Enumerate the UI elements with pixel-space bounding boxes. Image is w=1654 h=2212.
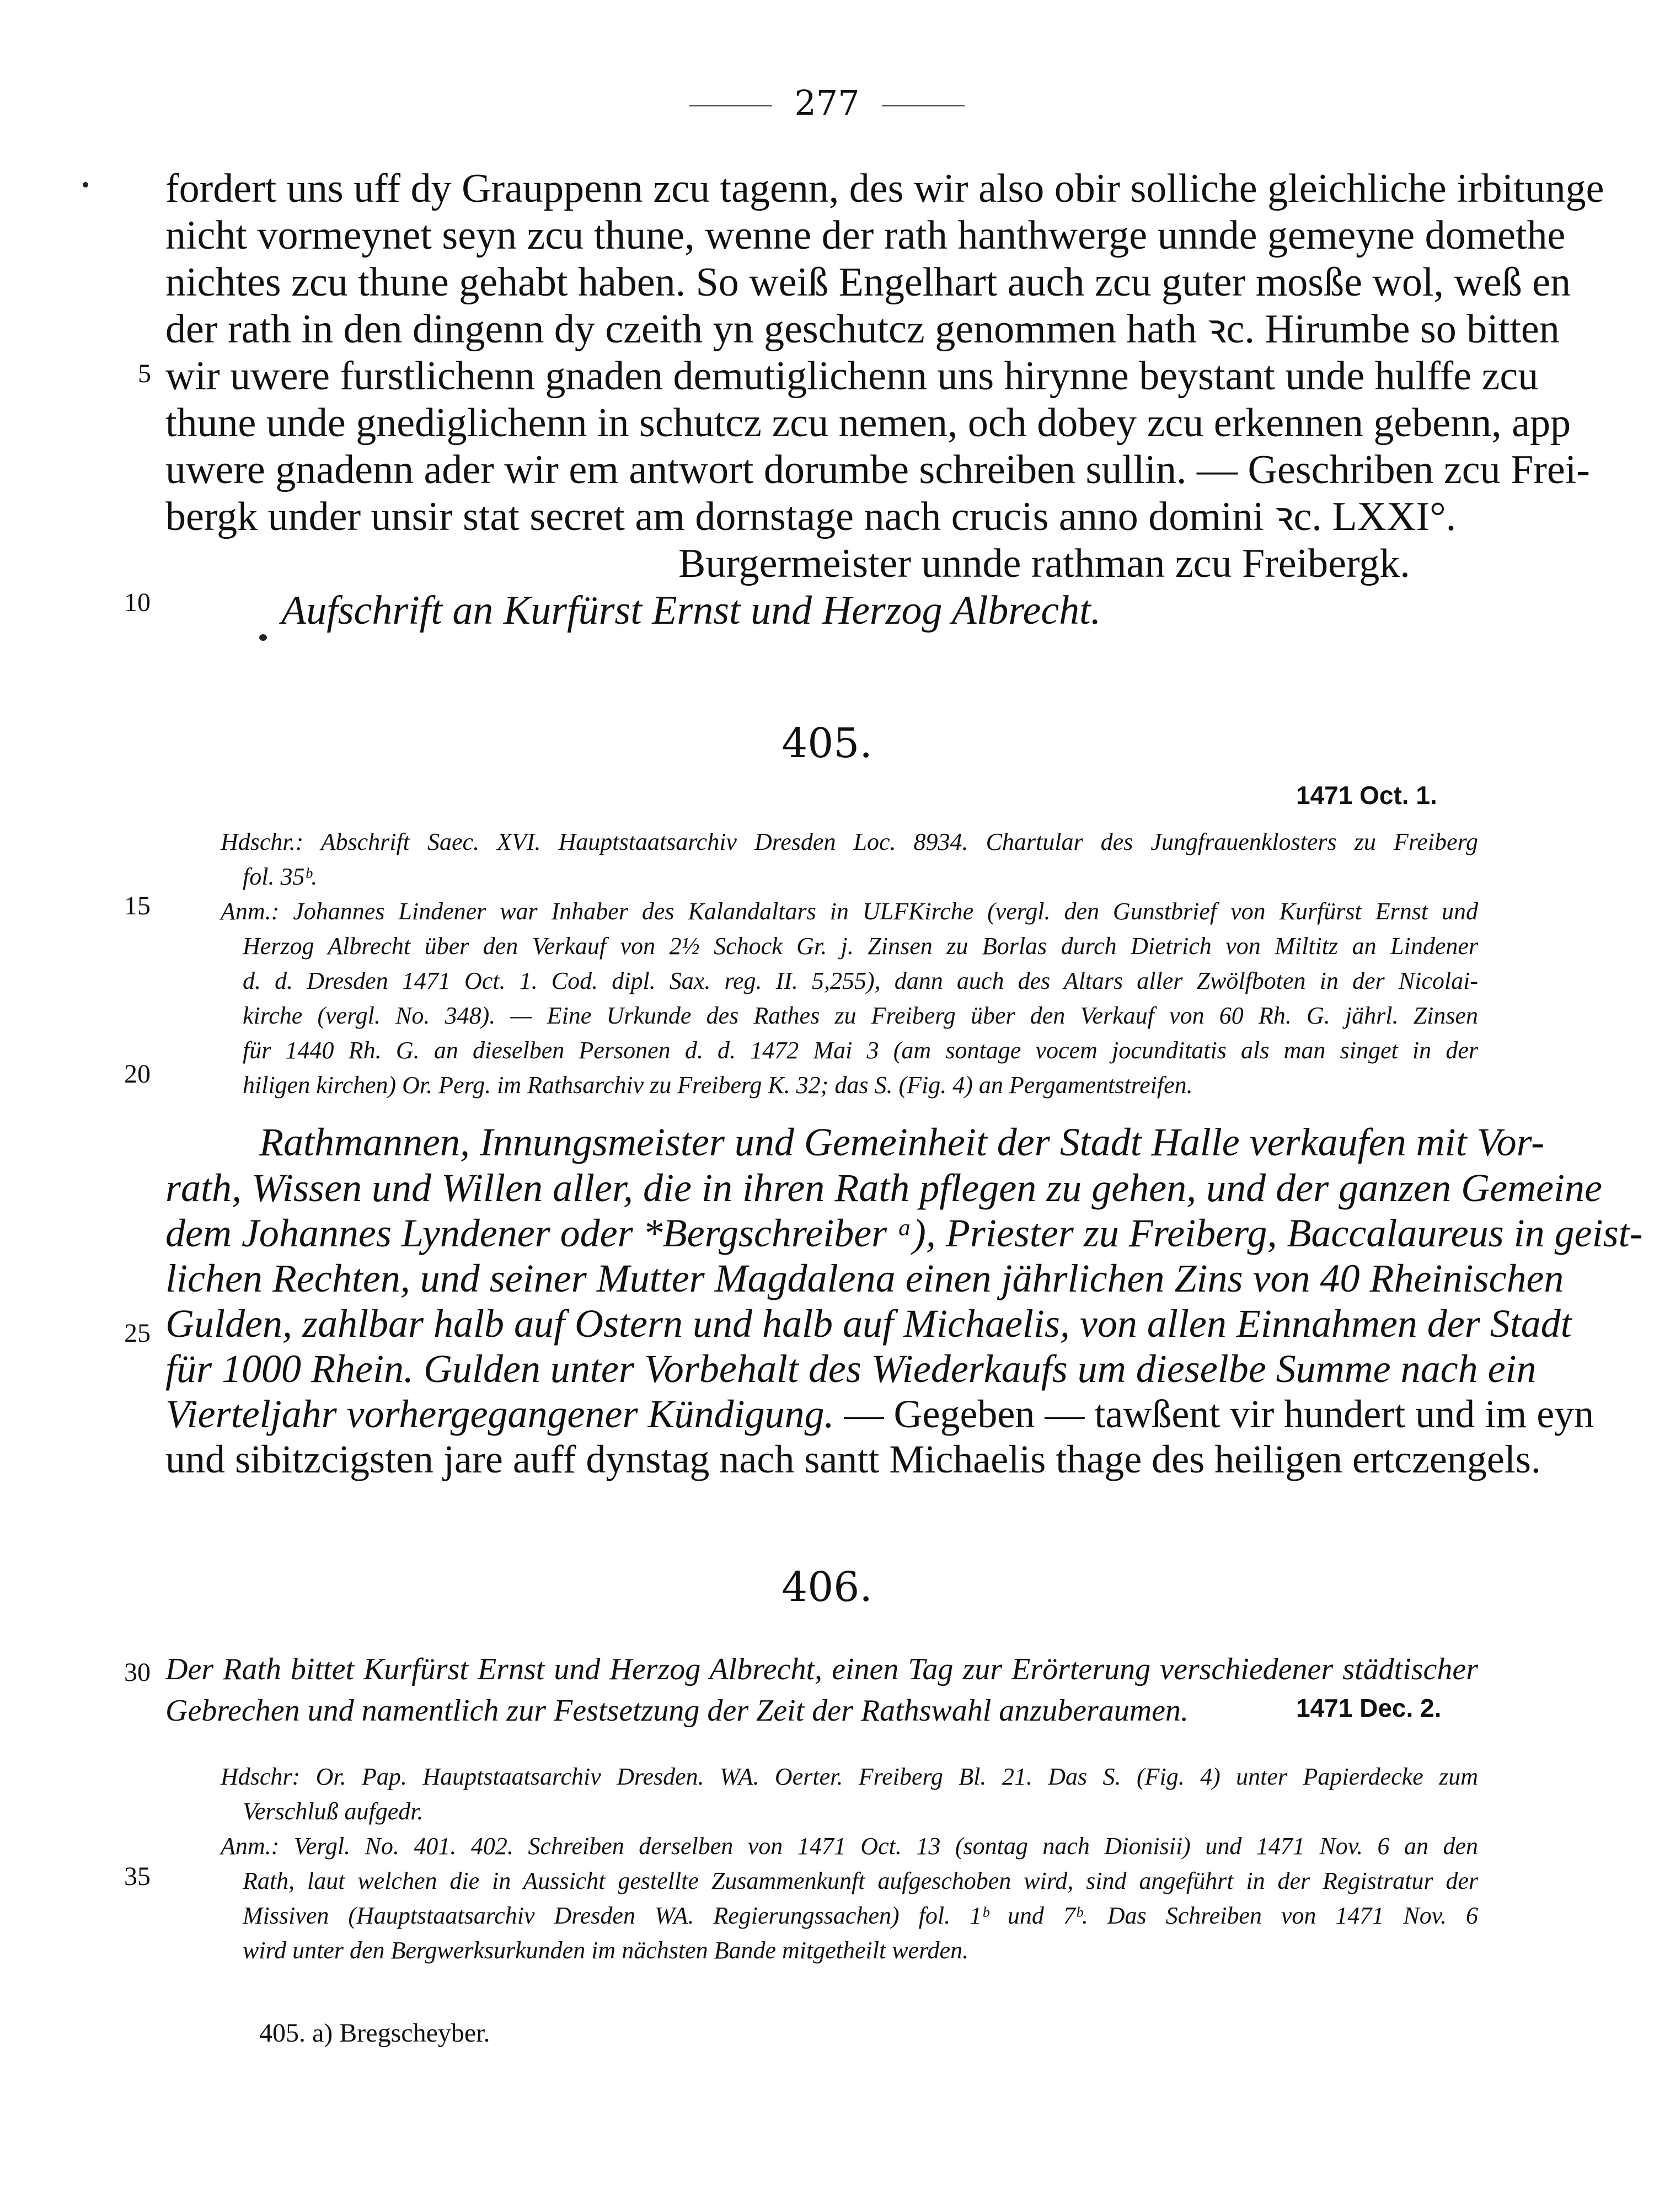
regest-line: dem Johannes Lyndener oder *Bergschreiber ᵃ), Priester zu Freiberg, Baccalaureus in geist- bbox=[165, 1211, 1643, 1255]
document-number: 406. bbox=[781, 1563, 873, 1611]
line-number: 10 bbox=[124, 588, 151, 617]
summary-line: Der Rath bittet Kurfürst Ernst und Herzog Albrecht, einen Tag zur Erörterung verschiedener städtischer bbox=[165, 1652, 1478, 1686]
source-note: Hdschr.: Abschrift Saec. XVI. Hauptstaatsarchiv Dresden Loc. 8934. Chartular des Jungfrauenklosters zu Freiberg bbox=[221, 828, 1478, 855]
regest-line: Gulden, zahlbar halb auf Ostern und halb auf Michaelis, von allen Einnahmen der Stadt bbox=[165, 1302, 1572, 1346]
text-line: wir uwere furstlichenn gnaden demutiglichenn uns hirynne beystant unde hulffe zcu bbox=[165, 354, 1539, 399]
print-speck bbox=[259, 634, 267, 641]
regest-dating-line: Vierteljahr vorhergegangener Kündigung. — Gegeben — tawßent vir hundert und im eyn bbox=[165, 1392, 1594, 1436]
annotation-note: Rath, laut welchen die in Aussicht gestellte Zusammenkunft aufgeschoben wird, sind angeführt in der Registratur der bbox=[243, 1867, 1478, 1894]
annotation-note: Herzog Albrecht über den Verkauf von 2½ Schock Gr. j. Zinsen zu Borlas durch Dietrich von Miltitz an Lindener bbox=[243, 933, 1478, 960]
line-number: 35 bbox=[124, 1862, 151, 1891]
regest-line: Rathmannen, Innungsmeister und Gemeinheit der Stadt Halle verkaufen mit Vor- bbox=[259, 1120, 1545, 1164]
annotation-note: Anm.: Vergl. No. 401. 402. Schreiben derselben von 1471 Oct. 13 (sontag nach Dionisii) und 1471 Nov. 6 an den bbox=[221, 1833, 1478, 1860]
text-line: uwere gnadenn ader wir em antwort dorumbe schreiben sullin. — Geschriben zcu Frei- bbox=[165, 447, 1590, 492]
regest-line: rath, Wissen und Willen aller, die in ihren Rath pflegen zu gehen, und der ganzen Gemeine bbox=[165, 1166, 1602, 1210]
header-rule-right bbox=[882, 105, 965, 106]
document-date: 1471 Dec. 2. bbox=[1296, 1694, 1442, 1722]
print-speck bbox=[83, 182, 88, 188]
footnote: 405. a) Bregscheyber. bbox=[259, 2018, 490, 2048]
source-note: fol. 35ᵇ. bbox=[243, 863, 318, 890]
text-line: fordert uns uff dy Grauppenn zcu tagenn, des wir also obir solliche gleichliche irbitunge bbox=[165, 166, 1604, 211]
source-note: Hdschr: Or. Pap. Hauptstaatsarchiv Dresden. WA. Oerter. Freiberg Bl. 21. Das S. (Fig. 4) unter Papierdecke zum bbox=[221, 1763, 1478, 1790]
line-number: 25 bbox=[124, 1319, 151, 1348]
annotation-note: kirche (vergl. No. 348). — Eine Urkunde des Rathes zu Freiberg über den Verkauf von 60 Rh. G. jährl. Zinsen bbox=[243, 1002, 1478, 1029]
document-date: 1471 Oct. 1. bbox=[1296, 781, 1437, 810]
header-rule-left bbox=[689, 105, 772, 106]
signature: Burgermeister unnde rathman zcu Freibergk. bbox=[678, 541, 1410, 586]
regest-line: lichen Rechten, und seiner Mutter Magdalena einen jährlichen Zins von 40 Rheinischen bbox=[165, 1256, 1564, 1300]
annotation-note: für 1440 Rh. G. an dieselben Personen d. d. 1472 Mai 3 (am sontage vocem jocunditatis als man singet in der bbox=[243, 1037, 1478, 1064]
annotation-note: hiligen kirchen) Or. Perg. im Rathsarchiv zu Freiberg K. 32; das S. (Fig. 4) an Pergamentstreifen. bbox=[243, 1072, 1193, 1099]
line-number: 15 bbox=[124, 891, 151, 920]
summary-line: Gebrechen und namentlich zur Festsetzung der Zeit der Rathswahl anzuberaumen. bbox=[165, 1694, 1189, 1728]
dating-line: und sibitzcigsten jare auff dynstag nach santt Michaelis thage des heiligen ertczengels. bbox=[165, 1437, 1541, 1481]
page-number: 277 bbox=[0, 83, 1654, 123]
line-number: 20 bbox=[124, 1059, 151, 1089]
text-line: bergk under unsir stat secret am dornstage nach crucis anno domini ꝛc. LXXI°. bbox=[165, 494, 1457, 539]
text-line: thune unde gnediglichenn in schutcz zcu nemen, och dobey zcu erkennen gebenn, app bbox=[165, 400, 1571, 446]
line-number: 30 bbox=[124, 1658, 151, 1687]
address-note: Aufschrift an Kurfürst Ernst und Herzog Albrecht. bbox=[281, 588, 1101, 633]
document-number: 405. bbox=[781, 720, 873, 767]
annotation-note: Anm.: Johannes Lindener war Inhaber des Kalandaltars in ULFKirche (vergl. den Gunstbrief von Kurfürst Ernst und bbox=[221, 898, 1478, 925]
text-line: nicht vormeynet seyn zcu thune, wenne der rath hanthwerge unnde gemeyne domethe bbox=[165, 213, 1566, 258]
annotation-note: Missiven (Hauptstaatsarchiv Dresden WA. Regierungssachen) fol. 1ᵇ und 7ᵇ. Das Schreiben von 1471 Nov. 6 bbox=[243, 1902, 1478, 1929]
text-line: der rath in den dingenn dy czeith yn geschutcz genommen hath ꝛc. Hirumbe so bitten bbox=[165, 307, 1560, 352]
annotation-note: wird unter den Bergwerksurkunden im nächsten Bande mitgetheilt werden. bbox=[243, 1937, 969, 1964]
line-number: 5 bbox=[138, 359, 151, 388]
regest-line: für 1000 Rhein. Gulden unter Vorbehalt des Wiederkaufs um dieselbe Summe nach ein bbox=[165, 1347, 1537, 1391]
source-note: Verschluß aufgedr. bbox=[243, 1798, 424, 1825]
annotation-note: d. d. Dresden 1471 Oct. 1. Cod. dipl. Sax. reg. II. 5,255), dann auch des Altars aller Zwölfboten in der Nicolai- bbox=[243, 967, 1478, 994]
text-line: nichtes zcu thune gehabt haben. So weiß Engelhart auch zcu guter mosße wol, weß en bbox=[165, 260, 1571, 305]
